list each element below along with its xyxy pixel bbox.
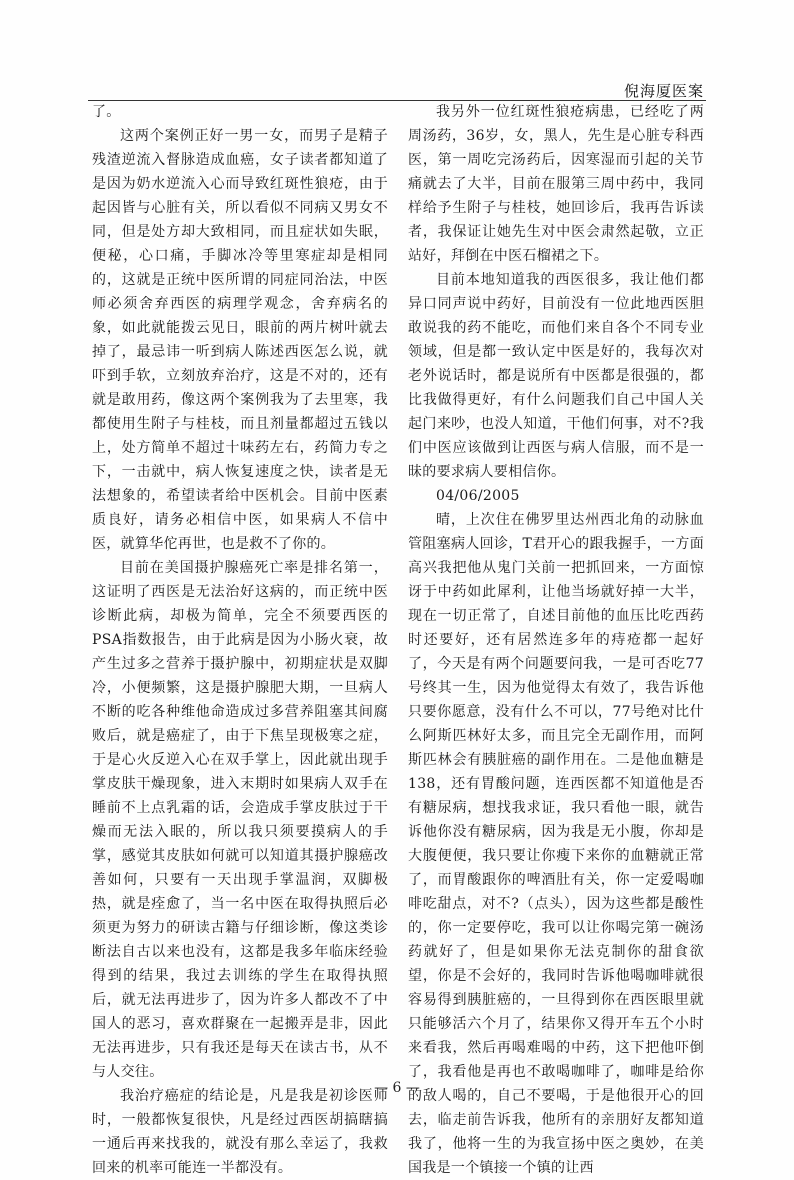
right-paragraph-2: 目前本地知道我的西医很多，我让他们都异口同声说中药好，目前没有一位此地西医胆敢说我的药不能吃，而他们来自各个不同专业领域，但是都一致认定中医是好的，我每次对老外说话时，都是说所有中医都是很强的，都比我做得更好，有什么问题我们自己中国人关起门来吵，也没人知道，干他们何事，对不?我们中医应该做到让西医与病人信服，而不是一昧的要求病人要相信你。 [408, 272, 704, 480]
right-paragraph-1: 我另外一位红斑性狼疮病患，已经吃了两周汤药，36岁，女，黑人，先生是心脏专科西医，第一周吃完汤药后，因寒湿而引起的关节痛就去了大半，目前在服第三周中药中，我同样给予生附子与桂枝，她回诊后，我再告诉读者，我保证让她先生对中医会肃然起敬，立正站好，拜倒在中医石榴裙之下。 [408, 104, 704, 264]
running-header-title: 倪海厦医案 [623, 82, 704, 100]
diary-date: 04/06/2005 [436, 488, 520, 504]
right-column [408, 100, 704, 1180]
page-number: — 6 — [374, 1080, 420, 1096]
left-paragraph-4: 我治疗癌症的结论是，凡是我是初诊医师时，一般都恢复很快，凡是经过西医胡搞瞎搞一通后再来找我的，就没有那么幸运了，我救回来的机率可能连一半都没有。 [92, 1088, 388, 1176]
right-paragraph-3: 晴，上次住在佛罗里达州西北角的动脉血管阻塞病人回诊，T君开心的跟我握手，一方面高兴我把他从鬼门关前一把抓回来，一方面惊讶于中药如此犀利，让他当场就好掉一大半，现在一切正常了，自述目前他的血压比吃西药时还要好，还有居然连多年的痔疮都一起好了，今天是有两个问题要问我，一是可否吃77号终其一生，因为他觉得太有效了，我告诉他只要你愿意，没有什么不可以，77号绝对比什么阿斯匹林好太多，而且完全无副作用，而阿斯匹林会有胰脏癌的副作用在。二是他血糖是138，还有胃酸问题，连西医都不知道他是否有糖尿病，想找我求证，我只看他一眼，就告诉他你没有糖尿病，因为我是无小腹，你却是大腹便便，我只要让你瘦下来你的血糖就正常了，而胃酸跟你的啤酒肚有关，你一定爱喝咖啡吃甜点，对不?（点头），因为这些都是酸性的，你一定要停吃，我可以让你喝完第一碗汤药就好了，但是如果你无法克制你的甜食欲望，你是不会好的，我同时告诉他喝咖啡就很容易得到胰脏癌的，一旦得到你在西医眼里就只能够活六个月了，结果你又得开车五个小时来看我，然后再喝难喝的中药，这下把他吓倒了，我看他是再也不敢喝咖啡了，咖啡是给你的敌人喝的，自己不要喝，于是他很开心的回去，临走前告诉我，他所有的亲朋好友都知道我了，他将一生的为我宣扬中医之奥妙，在美国我是一个镇接一个镇的让西 [408, 512, 704, 1176]
left-paragraph-2: 这两个案例正好一男一女，而男子是精子残渣逆流入督脉造成血癌，女子读者都知道了是因为奶水逆流入心而导致红斑性狼疮，由于起因皆与心脏有关，所以看似不同病又男女不同，但是处方却大致相同，而且症状如失眠，便秘，心口痛，手脚冰冷等里寒症却是相同的，这就是正统中医所谓的同症同治法，中医师必须舍弃西医的病理学观念，舍弃病名的象，如此就能拨云见日，眼前的两片树叶就去掉了，最忌讳一听到病人陈述西医怎么说，就吓到手软，立刻放弃治疗，这是不对的，还有就是敢用药，像这两个案例我为了去里寒，我都使用生附子与桂枝，而且剂量都超过五钱以上，处方简单不超过十味药左右，药简力专之下，一击就中，病人恢复速度之快，读者是无法想象的，希望读者给中医机会。目前中医素质良好，请务必相信中医，如果病人不信中医，就算华佗再世，也是救不了你的。 [92, 128, 388, 552]
left-paragraph-1: 了。 [92, 104, 121, 120]
left-column [92, 100, 388, 1180]
left-paragraph-3: 目前在美国摄护腺癌死亡率是排名第一，这证明了西医是无法治好这病的，而正统中医诊断此病，却极为简单，完全不须要西医的PSA指数报告，由于此病是因为小肠火衰，故产生过多之营养于摄护腺中，初期症状是双脚冷，小便频繁，这是摄护腺肥大期，一旦病人不断的吃各种维他命造成过多营养阻塞其间腐败后，就是癌症了，由于下焦呈现极寒之症，于是心火反逆入心在双手掌上，因此就出现手掌皮肤干燥现象，进入末期时如果病人双手在睡前不上点乳霜的话，会造成手掌皮肤过于干燥而无法入眠的，所以我只须要摸病人的手掌，感觉其皮肤如何就可以知道其摄护腺癌改善如何，只要有一天出现手掌温润，双脚极热，就是痊愈了，当一名中医在取得执照后必须更为努力的研读古籍与仔细诊断，像这类诊断法自古以来也没有，这都是我多年临床经验得到的结果，我过去训练的学生在取得执照后，就无法再进步了，因为许多人都改不了中国人的恶习，喜欢群聚在一起搬弄是非，因此无法再进步，只有我还是每天在读古书，从不与人交往。 [92, 560, 388, 1080]
